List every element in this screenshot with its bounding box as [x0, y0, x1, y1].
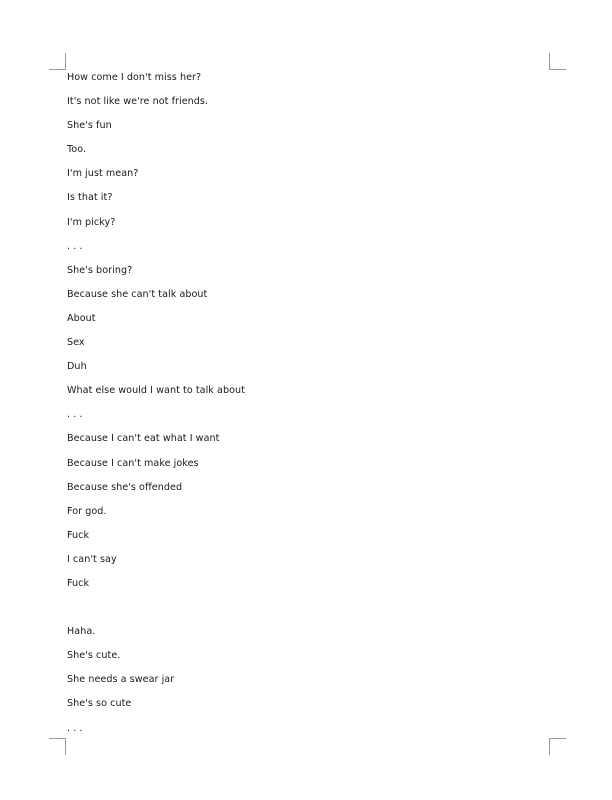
paragraph[interactable]: Is that it? [67, 192, 113, 204]
crop-mark-top-right [549, 53, 566, 70]
paragraph[interactable]: How come I don't miss her? [67, 72, 202, 83]
document-body[interactable] [67, 70, 547, 745]
paragraph[interactable]: For god. [67, 505, 107, 517]
crop-mark-top-left [49, 53, 66, 70]
paragraph[interactable]: Because I can't eat what I want [67, 433, 220, 445]
paragraph[interactable]: She's cute. [67, 650, 121, 662]
paragraph[interactable]: What else would I want to talk about [67, 385, 245, 397]
paragraph[interactable]: Because she's offended [67, 481, 183, 493]
paragraph[interactable]: . . . [67, 722, 83, 734]
paragraph[interactable]: Haha. [67, 626, 96, 638]
paragraph[interactable]: It's not like we're not friends. [67, 96, 209, 108]
paragraph[interactable]: I'm picky? [67, 216, 116, 228]
paragraph[interactable]: Because she can't talk about [67, 288, 208, 300]
paragraph[interactable]: Duh [67, 361, 87, 373]
paragraph[interactable]: She's so cute [67, 698, 132, 710]
paragraph[interactable]: Fuck [67, 529, 90, 541]
paragraph[interactable]: Because I can't make jokes [67, 457, 199, 469]
paragraph[interactable]: About [67, 312, 96, 324]
empty-paragraph[interactable] [67, 600, 547, 624]
paragraph[interactable]: Sex [67, 337, 85, 349]
paragraph[interactable]: She's boring? [67, 264, 133, 276]
paragraph[interactable]: I'm just mean? [67, 168, 139, 180]
crop-mark-bottom-right [549, 738, 566, 755]
paragraph[interactable]: Too. [67, 144, 87, 156]
paragraph[interactable]: She needs a swear jar [67, 674, 175, 686]
crop-mark-bottom-left [49, 738, 66, 755]
paragraph[interactable]: Fuck [67, 577, 90, 589]
paragraph[interactable]: . . . [67, 409, 83, 421]
paragraph[interactable]: She's fun [67, 120, 112, 132]
paragraph[interactable]: I can't say [67, 553, 117, 565]
paragraph[interactable]: . . . [67, 240, 83, 252]
